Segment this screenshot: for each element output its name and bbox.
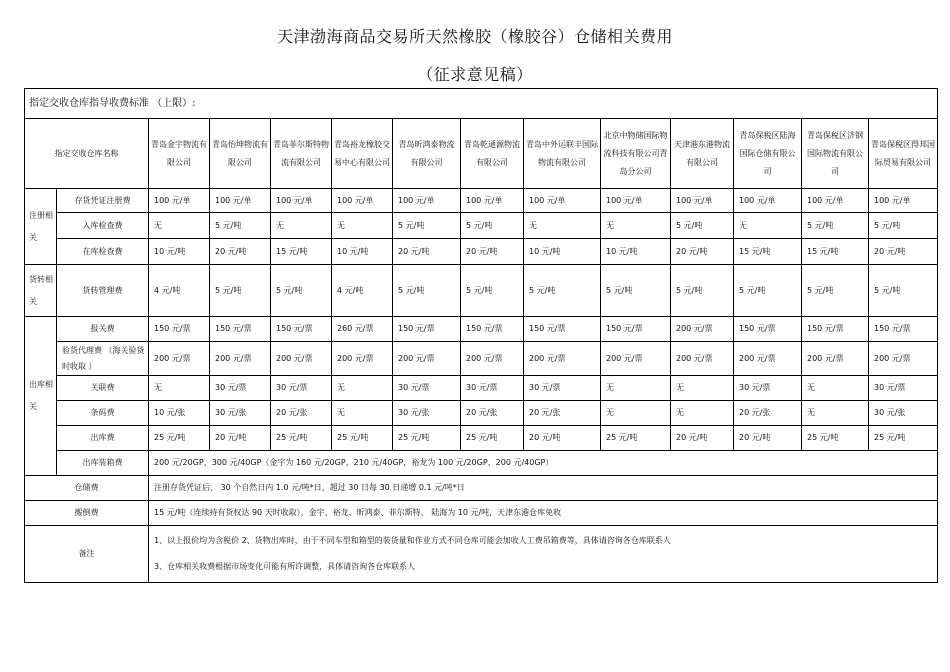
fee-value: 无 [671,376,734,401]
fee-value: 无 [149,213,210,239]
fee-value: 25 元/吨 [601,426,671,451]
group-label-outbound: 出库相关 [25,317,57,476]
fee-value: 5 元/吨 [524,265,601,317]
fee-value: 30 元/票 [734,376,802,401]
fee-value: 200 元/票 [332,342,393,376]
fee-value: 100 元/单 [393,189,461,213]
warehouse-header: 北京中物储国际物流科技有限公司青岛分公司 [601,119,671,189]
fee-value: 10 元/吨 [332,239,393,265]
fee-value: 20 元/吨 [671,239,734,265]
fee-row [25,342,938,376]
fee-item-label: 关联费 [57,376,149,401]
fee-value: 150 元/票 [271,317,332,342]
warehouse-header: 青岛中外运联丰国际物流有限公司 [524,119,601,189]
container-fee-text: 200 元/20GP，300 元/40GP（金宇为 160 元/20GP、210 元/40GP，裕龙为 100 元/20GP、200 元/40GP） [149,451,938,476]
fee-value: 30 元/票 [461,376,524,401]
remarks-cell [149,526,938,583]
fee-value: 20 元/吨 [461,239,524,265]
fee-value: 无 [332,213,393,239]
fee-value: 200 元/票 [802,342,869,376]
remarks-line-1: 1、以上报价均为含税价 2、货物出库时，由于不同车型和箱型的装货量和作业方式不同仓库可能会加收人工费吊箱费等，具体请咨询各仓库联系人 [154,536,671,545]
fee-value: 20 元/张 [461,401,524,426]
fee-value: 100 元/单 [461,189,524,213]
fee-value: 30 元/张 [393,401,461,426]
fee-value: 20 元/吨 [210,426,271,451]
fee-value: 260 元/票 [332,317,393,342]
storage-fee-label: 仓储费 [25,476,149,501]
container-fee-label: 出库装箱费 [57,451,149,476]
fee-value: 150 元/票 [734,317,802,342]
fee-value: 5 元/吨 [393,265,461,317]
fee-item-label: 存货凭证注册费 [57,189,149,213]
fee-value: 150 元/票 [601,317,671,342]
fee-value: 15 元/吨 [271,239,332,265]
fee-value: 无 [802,376,869,401]
warehouse-header: 青岛乾通源物流有限公司 [461,119,524,189]
fee-item-label: 入库检查费 [57,213,149,239]
fee-value: 200 元/票 [524,342,601,376]
remarks-label: 备注 [25,526,149,583]
fee-value: 30 元/票 [524,376,601,401]
fee-value: 5 元/吨 [271,265,332,317]
warehouse-header: 青岛裕龙橡胶交易中心有限公司 [332,119,393,189]
fee-value: 100 元/单 [332,189,393,213]
fee-value: 100 元/单 [601,189,671,213]
fee-value: 100 元/单 [869,189,938,213]
fee-value: 150 元/票 [524,317,601,342]
fee-value: 无 [601,213,671,239]
fee-value: 200 元/票 [601,342,671,376]
fee-value: 20 元/张 [734,401,802,426]
fee-value: 5 元/吨 [869,265,938,317]
fee-value: 200 元/票 [734,342,802,376]
fee-row [25,376,938,401]
fee-value: 25 元/吨 [149,426,210,451]
fee-value: 10 元/吨 [601,239,671,265]
fee-value: 5 元/吨 [802,265,869,317]
fee-value: 30 元/票 [210,376,271,401]
group-label-register: 注册相关 [25,189,57,265]
fee-value: 20 元/吨 [869,239,938,265]
warehouse-header: 天津港东港物流有限公司 [671,119,734,189]
fee-item-label: 条码费 [57,401,149,426]
fee-value: 20 元/吨 [671,426,734,451]
fee-value: 200 元/票 [671,317,734,342]
fee-value: 200 元/票 [210,342,271,376]
fee-value: 150 元/票 [210,317,271,342]
fee-item-label: 货转管理费 [57,265,149,317]
fee-row [25,401,938,426]
fee-value: 5 元/吨 [671,213,734,239]
fee-value: 无 [332,401,393,426]
warehouse-header: 青岛保税区陆海国际仓储有限公司 [734,119,802,189]
fee-value: 5 元/吨 [601,265,671,317]
warehouse-header: 青岛怡坤物流有限公司 [210,119,271,189]
fee-value: 100 元/单 [734,189,802,213]
fee-value: 20 元/张 [524,401,601,426]
fee-value: 5 元/吨 [393,213,461,239]
warehouse-header: 青岛保税区得邦国际贸易有限公司 [869,119,938,189]
fee-value: 30 元/张 [210,401,271,426]
fee-value: 10 元/吨 [524,239,601,265]
fee-value: 200 元/票 [393,342,461,376]
fee-value: 150 元/票 [393,317,461,342]
fee-value: 30 元/票 [271,376,332,401]
fee-value: 150 元/票 [461,317,524,342]
fee-value: 5 元/吨 [802,213,869,239]
fee-value: 无 [802,401,869,426]
relocation-fee-text: 15 元/吨（连续持有货权达 90 天时收取），金宇、裕龙、昕鸿泰、菲尔斯特、 陆海为 10 元/吨，天津东港仓库免收 [149,501,938,526]
fee-value: 15 元/吨 [802,239,869,265]
fee-value: 5 元/吨 [461,213,524,239]
fee-value: 100 元/单 [149,189,210,213]
fee-value: 无 [601,401,671,426]
fee-row [25,317,938,342]
fee-value: 25 元/吨 [271,426,332,451]
fee-value: 5 元/吨 [671,265,734,317]
fee-row [25,265,938,317]
fee-value: 无 [524,213,601,239]
fee-value: 25 元/吨 [802,426,869,451]
fee-value: 5 元/吨 [210,265,271,317]
fee-value: 150 元/票 [802,317,869,342]
fee-value: 无 [332,376,393,401]
fee-item-label: 在库检查费 [57,239,149,265]
fee-value: 30 元/张 [869,401,938,426]
fee-value: 25 元/吨 [461,426,524,451]
fee-value: 15 元/吨 [734,239,802,265]
fee-item-label: 报关费 [57,317,149,342]
fee-value: 200 元/票 [271,342,332,376]
fee-row [25,213,938,239]
fee-value: 5 元/吨 [869,213,938,239]
fee-value: 25 元/吨 [869,426,938,451]
fee-table [24,88,938,583]
fee-value: 25 元/吨 [393,426,461,451]
fee-value: 200 元/票 [869,342,938,376]
fee-value: 100 元/单 [802,189,869,213]
warehouse-header: 青岛金宇物流有限公司 [149,119,210,189]
fee-value: 无 [734,213,802,239]
fee-value: 200 元/票 [671,342,734,376]
fee-value: 无 [601,376,671,401]
fee-value: 4 元/吨 [332,265,393,317]
fee-value: 200 元/票 [149,342,210,376]
warehouse-header: 青岛保税区济钢国际物流有限公司 [802,119,869,189]
storage-fee-text: 注册存货凭证后， 30 个自然日内 1.0 元/吨*日，超过 30 日每 30 日递增 0.1 元/吨*日 [149,476,938,501]
fee-value: 4 元/吨 [149,265,210,317]
fee-value: 20 元/吨 [393,239,461,265]
fee-value: 100 元/单 [271,189,332,213]
remarks-line-2: 3、仓库相关收费根据市场变化可能有所许调整，具体请咨询各仓库联系人 [154,562,416,571]
warehouse-header: 青岛菲尔斯特物流有限公司 [271,119,332,189]
fee-value: 150 元/票 [869,317,938,342]
fee-value: 10 元/张 [149,401,210,426]
fee-value: 20 元/吨 [524,426,601,451]
fee-row [25,426,938,451]
section-title: 指定交收仓库指导收费标准 （上限）: [25,89,938,119]
page-subtitle: （征求意见稿） [417,65,533,84]
fee-value: 20 元/张 [271,401,332,426]
fee-value: 150 元/票 [149,317,210,342]
fee-value: 100 元/单 [671,189,734,213]
fee-value: 无 [149,376,210,401]
fee-row [25,189,938,213]
fee-value: 30 元/票 [393,376,461,401]
fee-value: 5 元/吨 [210,213,271,239]
fee-value: 100 元/单 [524,189,601,213]
fee-value: 100 元/单 [210,189,271,213]
fee-value: 10 元/吨 [149,239,210,265]
relocation-fee-label: 搬倒费 [25,501,149,526]
fee-value: 5 元/吨 [734,265,802,317]
warehouse-header: 青岛昕鸿泰物流有限公司 [393,119,461,189]
warehouse-name-header: 指定交收仓库名称 [25,119,149,189]
fee-value: 无 [671,401,734,426]
fee-value: 200 元/票 [461,342,524,376]
fee-item-label: 验货代理费 （海关验货时收取 ） [57,342,149,376]
fee-value: 20 元/吨 [734,426,802,451]
fee-value: 20 元/吨 [210,239,271,265]
fee-value: 无 [271,213,332,239]
fee-value: 5 元/吨 [461,265,524,317]
fee-value: 30 元/票 [869,376,938,401]
group-label-transfer: 货转相关 [25,265,57,317]
fee-row [25,239,938,265]
fee-item-label: 出库费 [57,426,149,451]
page-title: 天津渤海商品交易所天然橡胶（橡胶谷）仓储相关费用 [276,27,673,46]
fee-value: 25 元/吨 [332,426,393,451]
